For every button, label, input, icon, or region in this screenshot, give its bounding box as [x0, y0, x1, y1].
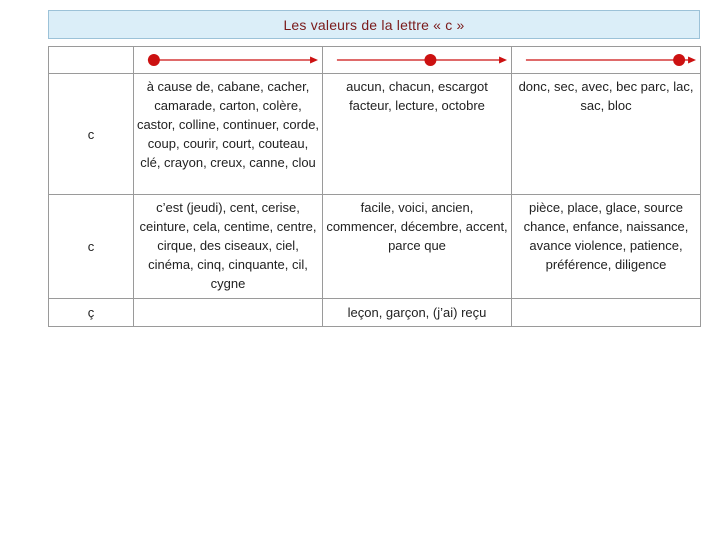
table-row — [49, 74, 701, 195]
row-letter: c — [49, 195, 134, 299]
page-title — [48, 10, 700, 39]
cell-text: pièce, place, glace, source chance, enfance, naissance, avance violence, patience, préférence, diligence — [523, 200, 689, 272]
title-text: Les valeurs de la lettre « c » — [283, 17, 465, 33]
letter-c-table — [48, 46, 701, 327]
cell-middle — [323, 195, 512, 299]
cell-start — [134, 299, 323, 327]
arrow-dot-middle-icon — [323, 47, 511, 73]
header-position-start — [134, 47, 323, 74]
cell-text: c’est (jeudi), cent, cerise, ceinture, cela, centime, centre, cirque, des ciseaux, ciel, cinéma, cinq, cinquante, cil, cygne — [139, 200, 317, 291]
cell-end — [512, 299, 701, 327]
row-letter: ç — [49, 299, 134, 327]
cell-text: à cause de, cabane, cacher, camarade, carton, colère, castor, colline, continuer, corde, coup, courir, court, couteau, clé, crayon, creux, canne, clou — [136, 79, 320, 170]
cell-start — [134, 74, 323, 195]
arrow-dot-start-icon — [134, 47, 322, 73]
cell-text — [134, 299, 322, 303]
cell-start — [134, 195, 323, 299]
table-row — [49, 195, 701, 299]
row-letter: c — [49, 74, 134, 195]
cell-end — [512, 74, 701, 195]
arrow-dot-end-icon — [512, 47, 700, 73]
cell-text: leçon, garçon, (j’ai) reçu — [347, 305, 487, 320]
header-position-middle — [323, 47, 512, 74]
cell-text: aucun, chacun, escargot facteur, lecture, octobre — [346, 79, 488, 113]
cell-middle — [323, 299, 512, 327]
cell-text — [512, 299, 700, 303]
cell-text: donc, sec, avec, bec parc, lac, sac, bloc — [518, 79, 694, 113]
header-position-end — [512, 47, 701, 74]
cell-end — [512, 195, 701, 299]
cell-middle — [323, 74, 512, 195]
header-corner-cell — [49, 47, 134, 74]
table-row — [49, 299, 701, 327]
cell-text: facile, voici, ancien, commencer, décembre, accent, parce que — [326, 200, 508, 253]
